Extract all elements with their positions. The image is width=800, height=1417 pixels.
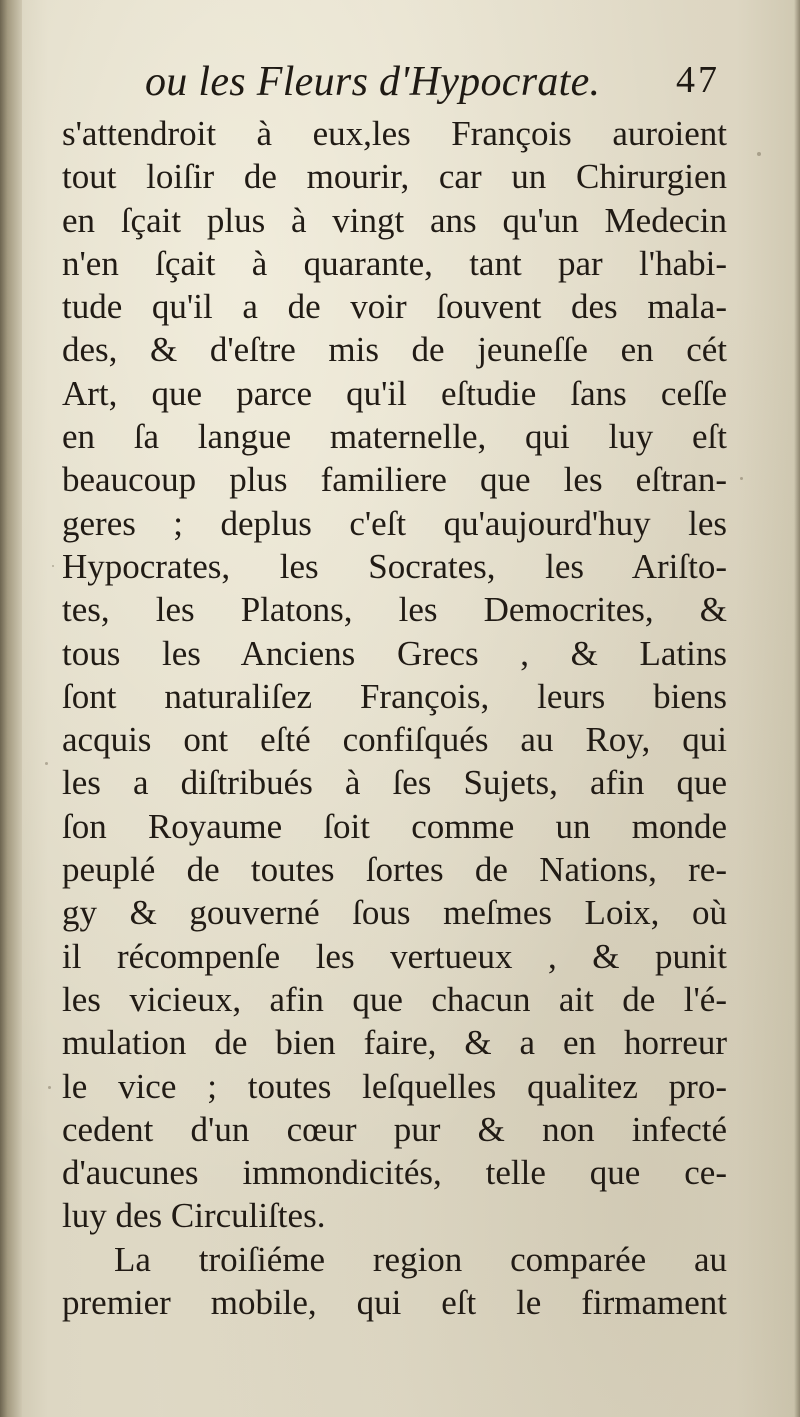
text-line: premier mobile, qui eſt le firmament — [62, 1283, 727, 1323]
paper-speck — [48, 1086, 51, 1089]
text-line: les a diſtribués à ſes Sujets, afin que — [62, 763, 727, 803]
text-line: acquis ont eſté confiſqués au Roy, qui — [62, 720, 727, 760]
text-line: Art, que parce qu'il eſtudie ſans ceſſe — [62, 373, 727, 413]
text-line: luy des Circuliſtes. — [62, 1196, 326, 1236]
text-line: La troiſiéme region comparée au — [114, 1239, 727, 1279]
text-line: Hypocrates, les Socrates, les Ariſto- — [62, 546, 727, 586]
text-line: d'aucunes immondicités, telle que ce- — [62, 1153, 727, 1193]
paper-speck — [757, 152, 761, 156]
text-line: des, & d'eſtre mis de jeuneſſe en cét — [62, 330, 727, 370]
text-line: gy & gouverné ſous meſmes Loix, où — [62, 893, 727, 933]
text-line: tude qu'il a de voir ſouvent des mala- — [62, 287, 727, 327]
text-line: les vicieux, afin que chacun ait de l'é- — [62, 979, 727, 1019]
text-line: cedent d'un cœur pur & non infecté — [62, 1109, 727, 1149]
running-head — [145, 58, 720, 108]
text-line: s'attendroit à eux,les François auroient — [62, 114, 727, 153]
text-line: tes, les Platons, les Democrites, & — [62, 590, 727, 630]
paper-speck — [740, 477, 743, 480]
text-line: ſont naturaliſez François, leurs biens — [62, 676, 727, 716]
page-edge-shadow — [794, 0, 800, 1417]
text-line: tous les Anciens Grecs , & Latins — [62, 633, 727, 673]
text-line: n'en ſçait à quarante, tant par l'habi- — [62, 243, 727, 283]
paper-speck — [45, 762, 48, 765]
text-line: beaucoup plus familiere que les eſtran- — [62, 460, 727, 500]
paper-speck — [52, 565, 54, 567]
text-line: tout loiſir de mourir, car un Chirurgien — [62, 157, 727, 197]
page-number: 47 — [676, 59, 720, 101]
text-line: le vice ; toutes leſquelles qualitez pro- — [62, 1066, 727, 1106]
running-title: ou les Fleurs d'Hypocrate. — [145, 59, 601, 105]
page-gutter-shadow — [0, 0, 22, 1417]
text-line: ſon Royaume ſoit comme un monde — [62, 806, 727, 846]
text-line: peuplé de toutes ſortes de Nations, re- — [62, 850, 727, 890]
text-line: en ſçait plus à vingt ans qu'un Medecin — [62, 200, 727, 240]
text-line: geres ; deplus c'eſt qu'aujourd'huy les — [62, 503, 727, 543]
text-line: il récompenſe les vertueux , & punit — [62, 936, 727, 976]
text-line: mulation de bien faire, & a en horreur — [62, 1023, 727, 1063]
text-line: en ſa langue maternelle, qui luy eſt — [62, 417, 727, 457]
body-text — [62, 112, 727, 1324]
